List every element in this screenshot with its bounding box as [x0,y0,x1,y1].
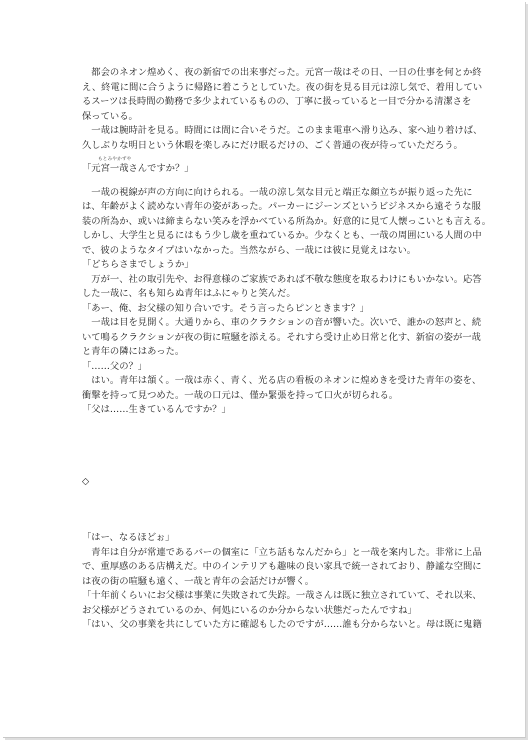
dialogue-line: 「はー、なるほどぉ」 [82,532,175,543]
text-line: 装の所為か、或いは締まらない笑みを浮かべている所為か。好意的に見て人懐っこいとも言える。 [82,215,492,227]
text-line: 一哉は目を見開く。大通りから、車のクラクションの音が響いた。次いで、誰かの怒声と、続 [82,317,482,328]
text-line: 衝撃を持って見つめた。一哉の口元は、僅か緊張を持って口火が切られる。 [82,389,399,401]
text-line: はい。青年は頷く。一哉は赤く、青く、光る店の看板のネオンに煌めきを受けた青年の姿を、 [82,375,482,386]
dialogue-line: 「父は……生きているんですか？」 [82,404,231,415]
text-line: 青年は自分が常連であるバーの個室に「立ち話もなんだから」と一哉を案内した。非常に上品 [82,546,482,558]
text-line: いて鳴るクラクションが夜の街に喧騒を添える。それすら受け止め日常と化す、新宿の姿が一哉 [82,331,481,343]
document-body [82,66,492,633]
section-gap [82,489,456,531]
text-line: は、年齢がよく読めない青年の姿があった。パーカーにジーンズというビジネスから遠そうな服 [82,201,481,212]
text-line: と青年の隣にはあった。 [82,346,185,357]
dialogue-line: 「元宮一哉さんですか？」 [82,163,194,174]
paragraph-gap [82,177,456,186]
section-gap [82,418,456,475]
text-line: お父様がどうされているのか、何処にいるのか分からない状態だったんですね」 [82,604,417,616]
text-line: 久しぶりな明日という休暇を楽しみにだけ眠るだけの、ごく普通の夜が待っていただろう。 [82,139,463,151]
ruby-annotation: もとみやかずや [98,157,132,162]
dialogue-line: 「はい、父の事業を共にしていた方に確認もしたのですが……誰も分からないと。母は既に鬼籍 [82,619,482,630]
paragraph-gap [82,153,456,162]
dialogue-with-ruby [82,157,456,177]
text-line: 一哉の視線が声の方向に向けられる。一哉の涼し気な目元と端正な顔立ちが振り返った先に [82,186,473,198]
text-line: 保っている。 [82,110,138,122]
dialogue-line: 「……父の？」 [82,360,148,372]
text-line: で、彼のようなタイプはいなかった。当然ながら、一哉には彼に見覚えはない。 [82,244,417,256]
text-line: 都会のネオン煌めく、夜の新宿での出来事だった。元宮一哉はその日、一日の仕事を何とか終 [82,67,482,78]
dialogue-line: 「どちらさまでしょうか」 [82,259,194,270]
text-line: え、終電に間に合うように帰路に着こうとしていた。夜の街を見る目元は涼し気で、着用してい [82,81,483,93]
text-line: 一哉は腕時計を見る。時間には間に合いそうだ。このまま電車へ滑り込み、家へ辿り着けば、 [82,125,483,136]
text-line: 万が一、社の取引先や、お得意様のご家族であれば不敬な態度を取るわけにもいかない。応答 [82,273,482,285]
text-line: は夜の街の喧騒も遠く、一哉と青年の会話だけが響く。 [82,575,315,587]
dialogue-line: 「十年前くらいにお父様は事業に失敗されて失踪。一哉さんは既に独立されていて、それ以来、 [82,590,482,601]
text-line: した一哉に、名も知らぬ青年はふにゃりと笑んだ。 [82,288,296,299]
document-page [3,2,526,738]
dialogue-line: 「あー、俺、お父様の知り合いです。そう言ったらピンときます？」 [82,302,370,314]
text-line: るスーツは長時間の勤務で多少よれているものの、丁寧に扱っていると一目で分かる清潔さを [82,96,472,107]
text-line: しかし、大学生と見るにはもう少し歳を重ねているか。少なくとも、一哉の周囲にいる人間の中 [82,230,482,241]
text-line: で、重厚感のある店構えだ。中のインテリアも趣味の良い家具で統一されており、静謐な空間に [82,561,482,572]
section-separator-diamond: ◇ [82,475,90,487]
